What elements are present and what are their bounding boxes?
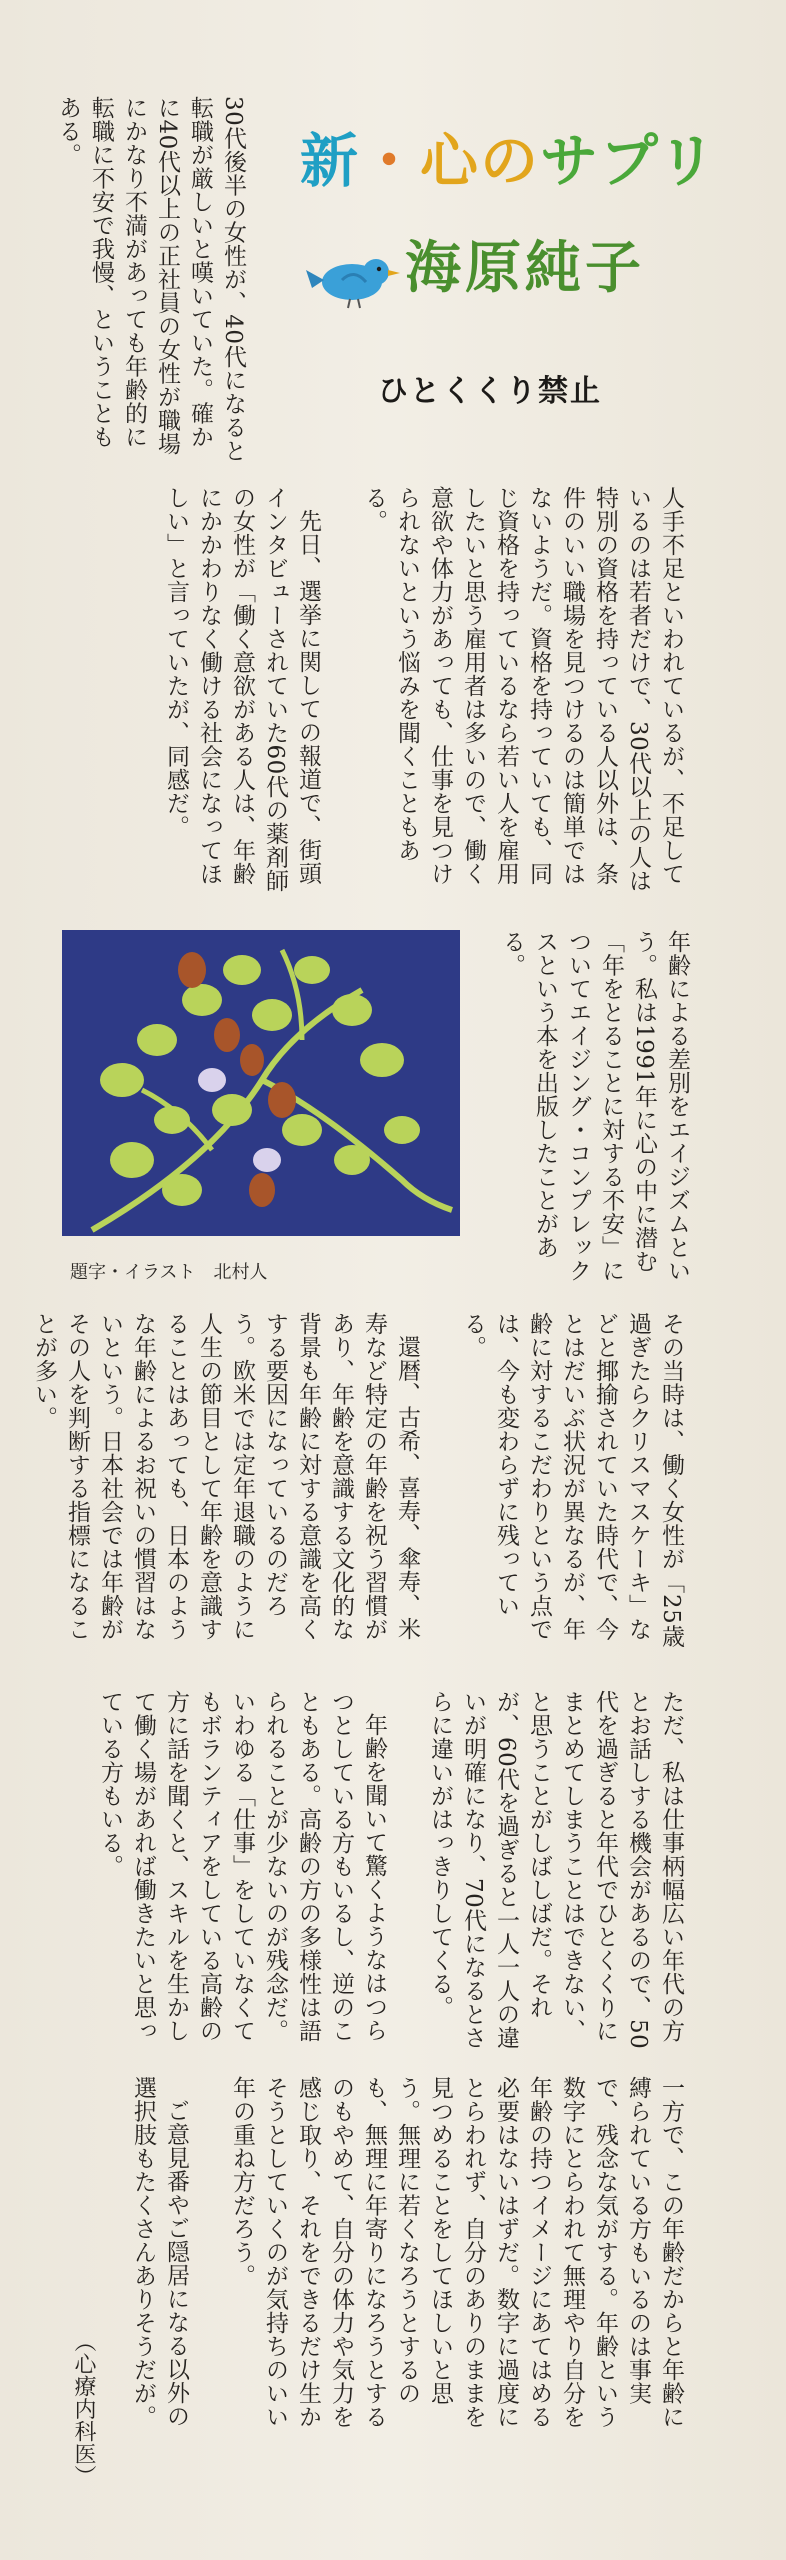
body-paragraph: その当時は、働く女性が「25歳過ぎたらクリスマスケーキ」などと揶揄されていた時代で、今とはだいぶ状況が異なるが、年齢に対するこだわりという点では、今も変わらずに残っている。 [460,1312,684,1648]
body-block-4 [70,1690,720,2050]
column-title [300,124,720,198]
body-paragraph: 還暦、古希、喜寿、傘寿、米寿など特定の年齢を祝う習慣があり、年齢を意識する文化的な背景も年齢に対する意識を高くする要因になっているのだろう。欧米では定年退職のように人生の節目として年齢を意識することはあっても、日本のような年齢によるお祝いの慣習はないという。日本社会では年齢がその人を判断する指標になることが多い。 [31,1312,420,1641]
body-top-left [55,96,282,466]
body-block-5 [104,2076,720,2436]
body-paragraph: 先日、選挙に関しての報道で、街頭インタビューされていた60代の薬剤師の女性が「働く意欲がある人は、年齢にかかわりなく働ける社会になってほしい」と言っていたが、同感だ。 [163,486,321,893]
body-paragraph: ご意見番やご隠居になる以外の選択肢もたくさんありそうだが。 [130,2076,189,2429]
illustration-caption: 題字・イラスト 北村人 [70,1262,268,1283]
author-name: 海原純子 [405,236,645,301]
bird-icon [306,246,402,310]
body-paragraph: 年齢による差別をエイジズムという。私は1991年に心の中に潜む「年をとることに対する不安」についてエイジング・コンプレックスという本を出版したことがある。 [499,930,690,1283]
body-paragraph: 人手不足といわれているが、不足しているのは若者だけで、30代以上の人は特別の資格を持っている人以外は、条件のいい職場を見つけるのは簡単ではないようだ。資格を持っていても、同じ資格を持っているなら若い人を雇用したいと思う雇用者は多いので、働く意欲や体力があっても、仕事を見つけられないという悩みを聞くこともある。 [361,486,684,893]
body-block-3 [31,1312,720,1662]
title-new: 新 [300,127,361,195]
title-dot: ・ [360,127,421,195]
body-paragraph: 年齢を聞いて驚くようなはつらつとしている方もいるし、逆のこともある。高齢の方の多様性は語られることが少ないのが残念だ。いわゆる「仕事」をしていなくてもボランティアをしている高齢の方に話を聞くと、スキルを生かして働く場があれば働きたいと思っている方もいる。 [97,1690,387,2043]
body-paragraph: 一方で、この年齢だからと年齢に縛られている方もいるのは事実で、残念な気がする。年齢という数字にとらわれて無理やり自分を年齢の持つイメージにあてはめる必要はないはずだ。数字に過度にとらわれず、自分のありのままを見つめることをしてほしいと思う。無理に若くなろうとするのも、無理に年寄りになろうとするのもやめて、自分の体力や気力を感じ取り、それをできるだけ生かそうとしていくのが気持ちのいい年の重ね方だろう。 [229,2076,684,2429]
body-top-left-text: 30代後半の女性が、40代になると転職が厳しいと嘆いていた。確かに40代以上の正社員の女性が職場にかなり不満があっても年齢的に転職に不安で我慢、ということもある。 [55,96,246,463]
body-block-2 [490,930,726,1290]
title-heart: 心の [420,127,541,195]
title-supple: サプリ [540,127,718,195]
plant-illustration [62,930,460,1236]
body-paragraph: ただ、私は仕事柄幅広い年代の方とお話しする機会があるので、50代を過ぎると年代でひとくくりにまとめてしまうことはできない、と思うことがしばしばだ。それが、60代を過ぎると一人一人の違いが明確になり、70代になるとさらに違いがはっきりしてくる。 [427,1690,684,2050]
byline: （心療内科医） [71,2330,96,2488]
headline: ひとくくり禁止 [378,374,602,409]
body-block-1 [70,486,720,906]
